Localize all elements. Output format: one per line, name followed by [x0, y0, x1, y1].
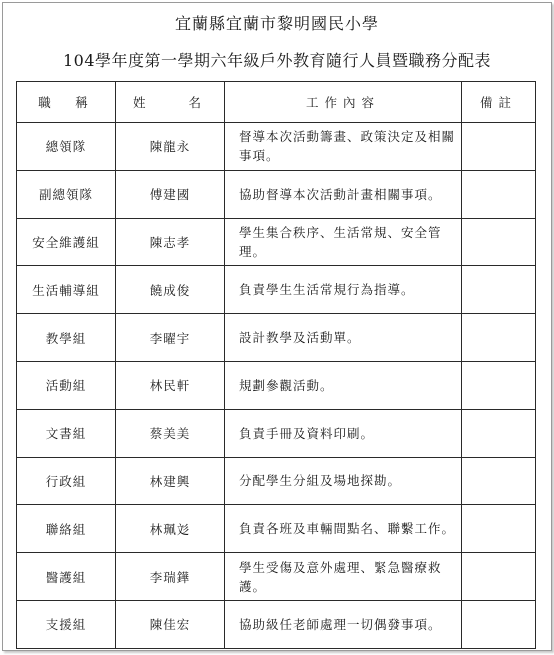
header-name: 姓 名 — [116, 82, 225, 123]
note-cell — [462, 600, 536, 648]
header-note: 備註 — [462, 82, 536, 123]
note-cell — [462, 218, 536, 266]
name-cell: 蔡美美 — [116, 409, 225, 457]
table-row — [17, 123, 536, 171]
role-cell: 支援組 — [17, 600, 116, 648]
table-row — [17, 600, 536, 648]
header-row — [17, 82, 536, 123]
name-cell: 饒成俊 — [116, 266, 225, 314]
name-cell: 傅建國 — [116, 170, 225, 218]
table-row — [17, 266, 536, 314]
role-cell: 總領隊 — [17, 123, 116, 171]
role-cell: 文書組 — [17, 409, 116, 457]
duty-cell: 協助級任老師處理一切偶發事項。 — [225, 600, 462, 648]
note-cell — [462, 457, 536, 505]
note-cell — [462, 505, 536, 553]
duty-cell: 負責手冊及資料印刷。 — [225, 409, 462, 457]
name-cell: 陳志孝 — [116, 218, 225, 266]
duty-cell: 學生受傷及意外處理、緊急醫療救護。 — [225, 553, 462, 601]
role-cell: 生活輔導組 — [17, 266, 116, 314]
name-cell: 陳佳宏 — [116, 600, 225, 648]
note-cell — [462, 123, 536, 171]
role-cell: 聯絡組 — [17, 505, 116, 553]
name-cell: 陳龍永 — [116, 123, 225, 171]
duty-cell: 負責學生生活常規行為指導。 — [225, 266, 462, 314]
role-cell: 教學組 — [17, 314, 116, 362]
name-cell: 林建興 — [116, 457, 225, 505]
duty-cell: 學生集合秩序、生活常規、安全管理。 — [225, 218, 462, 266]
table-row — [17, 505, 536, 553]
table-row — [17, 409, 536, 457]
duty-cell: 規劃參觀活動。 — [225, 361, 462, 409]
duty-assignment-table — [16, 81, 536, 649]
table-row — [17, 170, 536, 218]
note-cell — [462, 553, 536, 601]
table-row — [17, 218, 536, 266]
duty-cell: 督導本次活動籌畫、政策決定及相關事項。 — [225, 123, 462, 171]
duty-cell: 協助督導本次活動計畫相關事項。 — [225, 170, 462, 218]
role-cell: 安全維護組 — [17, 218, 116, 266]
duty-cell: 設計教學及活動單。 — [225, 314, 462, 362]
table-row — [17, 361, 536, 409]
document-title: 104學年度第一學期六年級戶外教育隨行人員暨職務分配表 — [62, 51, 492, 70]
duty-cell: 分配學生分組及場地探勘。 — [225, 457, 462, 505]
role-cell: 活動組 — [17, 361, 116, 409]
note-cell — [462, 266, 536, 314]
name-cell: 李瑞鏵 — [116, 553, 225, 601]
role-cell: 行政組 — [17, 457, 116, 505]
name-cell: 林珮彣 — [116, 505, 225, 553]
note-cell — [462, 361, 536, 409]
note-cell — [462, 314, 536, 362]
document-page — [2, 2, 552, 651]
role-cell: 醫護組 — [17, 553, 116, 601]
table-row — [17, 457, 536, 505]
school-name: 宜蘭縣宜蘭市黎明國民小學 — [174, 14, 379, 33]
note-cell — [462, 409, 536, 457]
role-cell: 副總領隊 — [17, 170, 116, 218]
name-cell: 李曜宇 — [116, 314, 225, 362]
header-role: 職 稱 — [17, 82, 116, 123]
table-row — [17, 314, 536, 362]
name-cell: 林民軒 — [116, 361, 225, 409]
table-row — [17, 553, 536, 601]
duty-cell: 負責各班及車輛間點名、聯繫工作。 — [225, 505, 462, 553]
note-cell — [462, 170, 536, 218]
header-duty: 工作內容 — [225, 82, 462, 123]
